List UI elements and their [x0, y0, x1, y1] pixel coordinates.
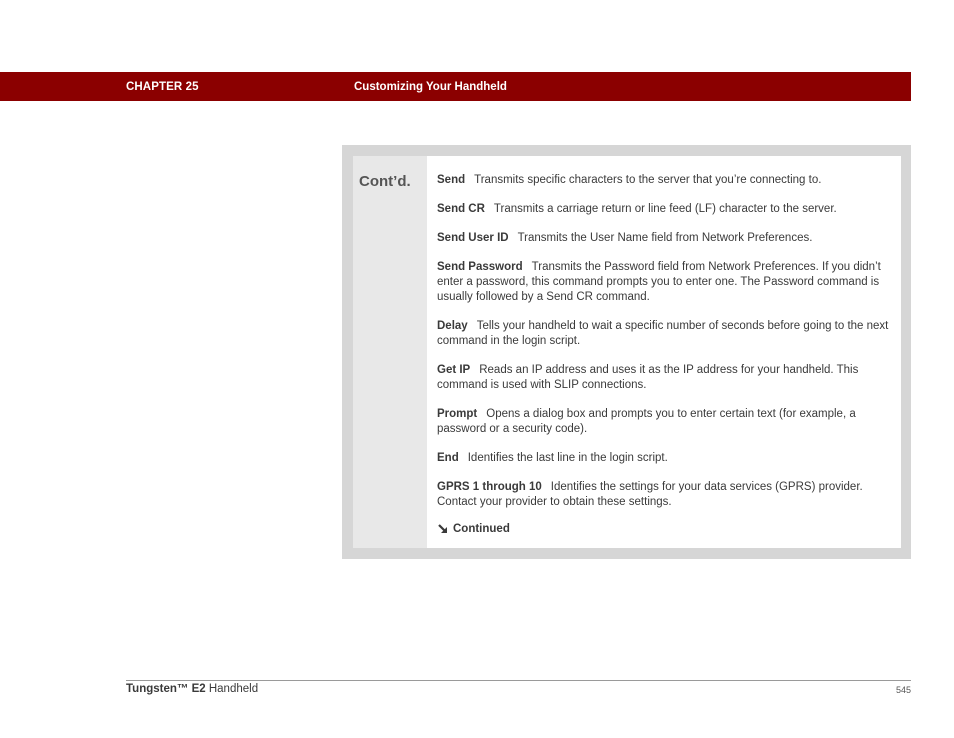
command-description: Identifies the last line in the login script. — [467, 452, 668, 464]
command-description: Tells your handheld to wait a specific number of seconds before going to the next command in the login script. — [437, 320, 889, 347]
command-entry — [437, 407, 893, 437]
contd-label: Cont’d. — [359, 173, 411, 190]
command-entry — [437, 363, 893, 393]
footer-divider — [126, 680, 911, 681]
command-term: Prompt — [437, 408, 478, 420]
command-description: Identifies the settings for your data services (GPRS) provider. Contact your provider to obtain these settings. — [437, 481, 863, 508]
command-entry — [437, 480, 893, 510]
command-term: End — [437, 452, 459, 464]
command-description: Opens a dialog box and prompts you to enter certain text (for example, a password or a security code). — [437, 408, 856, 435]
command-term: Send Password — [437, 261, 523, 273]
command-term: GPRS 1 through 10 — [437, 481, 542, 493]
command-term: Send CR — [437, 203, 485, 215]
command-entry — [437, 202, 893, 217]
command-description: Reads an IP address and uses it as the IP address for your handheld. This command is used with SLIP connections. — [437, 364, 859, 391]
command-entry — [437, 231, 893, 246]
command-term: Send User ID — [437, 232, 509, 244]
command-term: Get IP — [437, 364, 471, 376]
product-brand: Tungsten™ E2 — [126, 683, 206, 695]
command-description: Transmits a carriage return or line feed (LF) character to the server. — [493, 203, 837, 215]
command-entry — [437, 319, 893, 349]
command-entry — [437, 173, 893, 188]
product-suffix: Handheld — [208, 683, 259, 695]
command-list — [437, 173, 893, 524]
footer-product-name — [126, 683, 258, 695]
command-description: Transmits the User Name field from Network Preferences. — [517, 232, 813, 244]
command-term: Delay — [437, 320, 468, 332]
command-term: Send — [437, 174, 466, 186]
continued-link[interactable] — [437, 523, 510, 535]
chapter-title: Customizing Your Handheld — [354, 81, 507, 93]
arrow-down-right-icon — [437, 523, 449, 535]
command-description: Transmits specific characters to the server that you’re connecting to. — [474, 174, 822, 186]
chapter-number: CHAPTER 25 — [126, 81, 199, 93]
command-entry — [437, 451, 893, 466]
page-number: 545 — [895, 685, 911, 695]
continued-label: Continued — [453, 523, 510, 535]
command-description: Transmits the Password field from Network Preferences. If you didn’t enter a password, this command prompts you to enter one. The Password command is usually followed by a Send CR command. — [437, 261, 881, 303]
command-entry — [437, 260, 893, 305]
sidebar-box-label-column — [353, 156, 427, 548]
